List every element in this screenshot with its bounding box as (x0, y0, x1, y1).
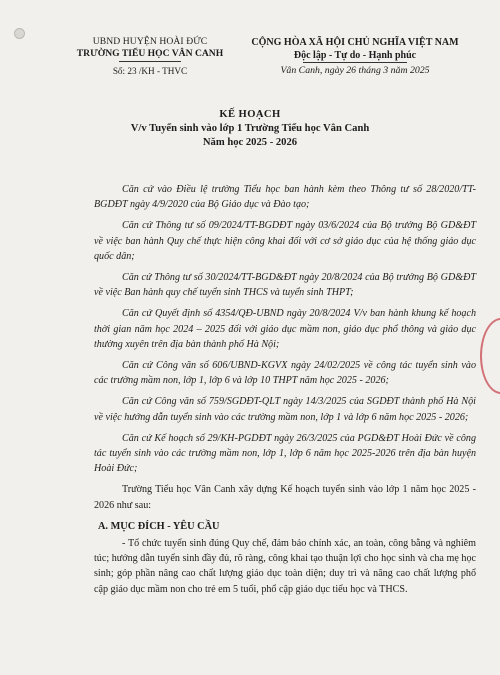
section-a-heading: A. MỤC ĐÍCH - YÊU CẦU (98, 520, 220, 532)
document-subject: V/v Tuyển sinh vào lớp 1 Trường Tiểu học Vân Canh (130, 123, 370, 134)
school-name: TRƯỜNG TIỂU HỌC VÂN CANH (76, 48, 224, 59)
national-header (240, 36, 470, 77)
place-date: Vân Canh, ngày 26 tháng 3 năm 2025 (280, 65, 430, 76)
intro-paragraph: Trường Tiểu học Vân Canh xây dựng Kế hoạch tuyển sinh vào lớp 1 năm học 2025 - 2026 như sau: (94, 484, 476, 511)
school-year: Năm học 2025 - 2026 (202, 137, 298, 148)
parent-organization: UBND HUYỆN HOÀI ĐỨC (92, 36, 208, 47)
document-type: KẾ HOẠCH (219, 109, 281, 120)
punch-hole (14, 28, 25, 39)
national-motto: Độc lập - Tự do - Hạnh phúc (293, 50, 417, 61)
national-title: CỘNG HÒA XÃ HỘI CHỦ NGHĨA VIỆT NAM (251, 37, 459, 48)
section-a-paragraph: - Tổ chức tuyển sinh đúng Quy chế, đảm bảo chính xác, an toàn, công bằng và nghiêm túc; hướng dẫn tuyển sinh đầy đủ, rõ ràng, công khai tạo thuận lợi cho học sinh và cha mẹ học sinh; góp phần nâng cao chất lượng giáo dục toàn diện; duy trì và nâng cao chất lượng phổ cập giáo dục mầm non cho trẻ em 5 tuổi, phổ cập giáo dục tiểu học và THCS. (94, 538, 476, 595)
legal-basis-paragraph: Căn cứ Quyết định số 4354/QĐ-UBND ngày 20/8/2024 V/v ban hành khung kế hoạch thời gian năm học 2024 – 2025 đối với giáo dục mầm non, giáo dục phổ thông và giáo dục thường xuyên trên địa bàn thành phố Hà Nội; (94, 308, 476, 350)
legal-basis-paragraph: Căn cứ Thông tư số 30/2024/TT-BGD&ĐT ngày 20/8/2024 của Bộ trưởng Bộ GD&ĐT về việc Ban hành quy chế tuyển sinh THCS và tuyển sinh THPT; (94, 272, 476, 299)
legal-basis-paragraph: Căn cứ vào Điều lệ trường Tiểu học ban hành kèm theo Thông tư số 28/2020/TT- BGDĐT ngày 4/9/2020 của Bộ Giáo dục và Đào tạo; (94, 184, 476, 211)
document-body (94, 182, 476, 597)
legal-basis-paragraph: Căn cứ Công văn số 606/UBND-KGVX ngày 24/02/2025 về công tác tuyển sinh vào các trường mầm non, lớp 1, lớp 6 và lớp 10 THPT năm học 2025 - 2026; (94, 360, 476, 387)
issuer-block (66, 36, 234, 77)
document-number: Số: 23 /KH - THVC (112, 66, 188, 76)
legal-basis-paragraph: Căn cứ Công văn số 759/SGDĐT-QLT ngày 14/3/2025 của SGDĐT thành phố Hà Nội về việc hướng dẫn tuyển sinh vào các trường mầm non, lớp 1 và lớp 6 năm học 2025 - 2026; (94, 396, 476, 423)
legal-basis-paragraph: Căn cứ Kế hoạch số 29/KH-PGDĐT ngày 26/3/2025 của PGD&ĐT Hoài Đức về công tác tuyển sinh vào các trường mầm non, lớp 1, lớp 6 năm học 2025-2026 trên địa bàn huyện Hoài Đức; (94, 432, 476, 475)
legal-basis-paragraph: Căn cứ Thông tư số 09/2024/TT-BGDĐT ngày 03/6/2024 của Bộ trưởng Bộ GD&ĐT về việc ban hành Quy chế thực hiện công khai đối với cơ sở giáo dục của hệ thống giáo dục quốc dân; (94, 220, 476, 262)
motto-underline (303, 62, 407, 63)
red-seal-stamp (480, 318, 500, 394)
document-title (0, 108, 500, 150)
issuer-underline (119, 61, 181, 62)
